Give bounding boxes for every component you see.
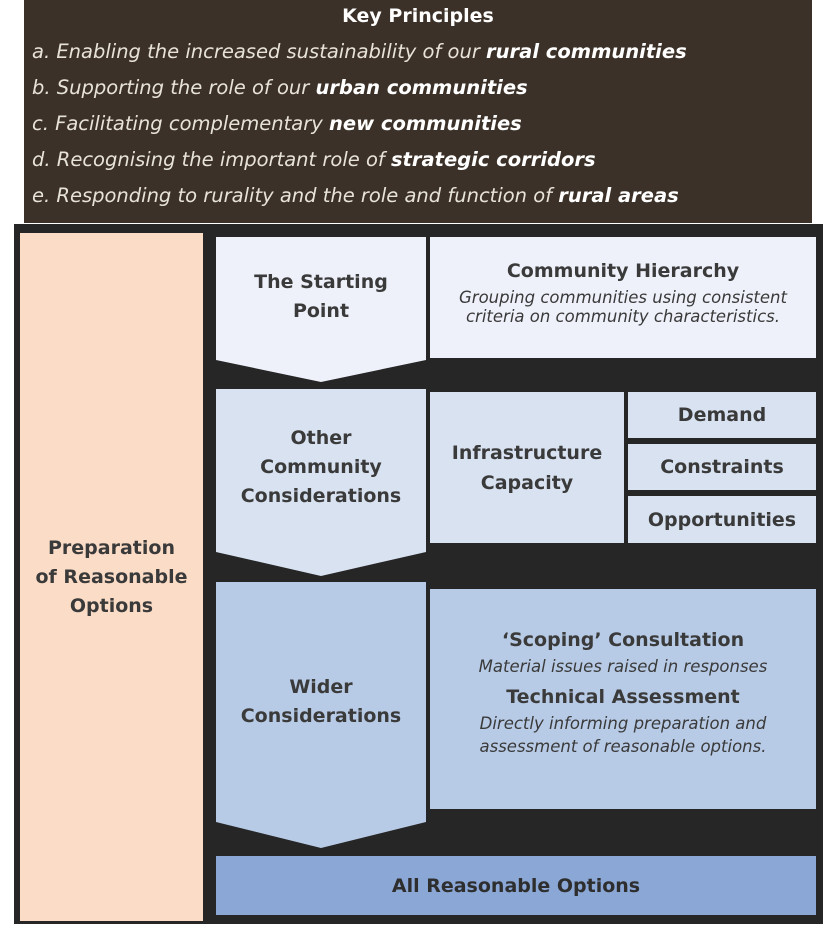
all-reasonable-options-bar: All Reasonable Options [216,856,816,915]
starting-point-line-1: The Starting [254,271,388,293]
wider-considerations-box [430,589,816,809]
community-hierarchy-desc-2: criteria on community characteristics. [465,307,781,326]
options-framework [14,224,823,924]
technical-assessment-desc-2: assessment of reasonable options. [479,737,767,756]
technical-assessment-desc-1: Directly informing preparation and [479,714,767,733]
opportunities-box: Opportunities [628,496,816,543]
principle-a-text: a. Enabling the increased sustainability of our [32,40,487,63]
sidebar-line-1: Preparation [48,536,175,559]
sidebar-line-3: Options [69,594,154,617]
starting-point-label [216,264,426,330]
principle-d-emphasis: strategic corridors [390,148,596,171]
other-line-1: Other [290,426,352,449]
principle-c [32,112,522,135]
other-considerations-label [216,419,426,515]
scoping-consultation-title: ‘Scoping’ Consultation [501,629,745,651]
key-principles-title: Key Principles [342,5,494,27]
constraints-box: Constraints [628,444,816,490]
principle-d [32,148,596,171]
principle-d-text: d. Recognising the important role of [32,148,391,171]
infrastructure-capacity-box [430,392,624,543]
infrastructure-line-2: Capacity [480,471,574,494]
principle-e-emphasis: rural areas [558,184,679,207]
infrastructure-line-1: Infrastructure [451,441,603,464]
demand-box: Demand [628,392,816,438]
other-line-2: Community [260,455,382,478]
technical-assessment-title: Technical Assessment [506,686,740,708]
principle-c-text: c. Facilitating complementary [32,112,329,135]
other-line-3: Considerations [240,484,402,507]
community-hierarchy-desc-1: Grouping communities using consistent [459,288,787,307]
sidebar-line-2: of Reasonable [35,565,188,588]
principle-a-emphasis: rural communities [486,40,687,63]
principle-b-emphasis: urban communities [315,76,528,99]
community-hierarchy-title: Community Hierarchy [506,260,740,282]
principle-b [32,76,528,99]
starting-point-line-2: Point [292,300,350,322]
principle-e [32,184,679,207]
principle-a [32,40,687,63]
community-hierarchy-box [430,237,816,358]
key-principles-panel [24,0,812,223]
principle-e-text: e. Responding to rurality and the role and function of [32,184,559,207]
principle-c-emphasis: new communities [329,112,522,135]
wider-line-1: Wider [289,676,353,698]
wider-considerations-label [216,669,426,735]
principle-b-text: b. Supporting the role of our [32,76,316,99]
wider-line-2: Considerations [240,705,402,727]
scoping-consultation-desc: Material issues raised in responses [478,657,768,676]
